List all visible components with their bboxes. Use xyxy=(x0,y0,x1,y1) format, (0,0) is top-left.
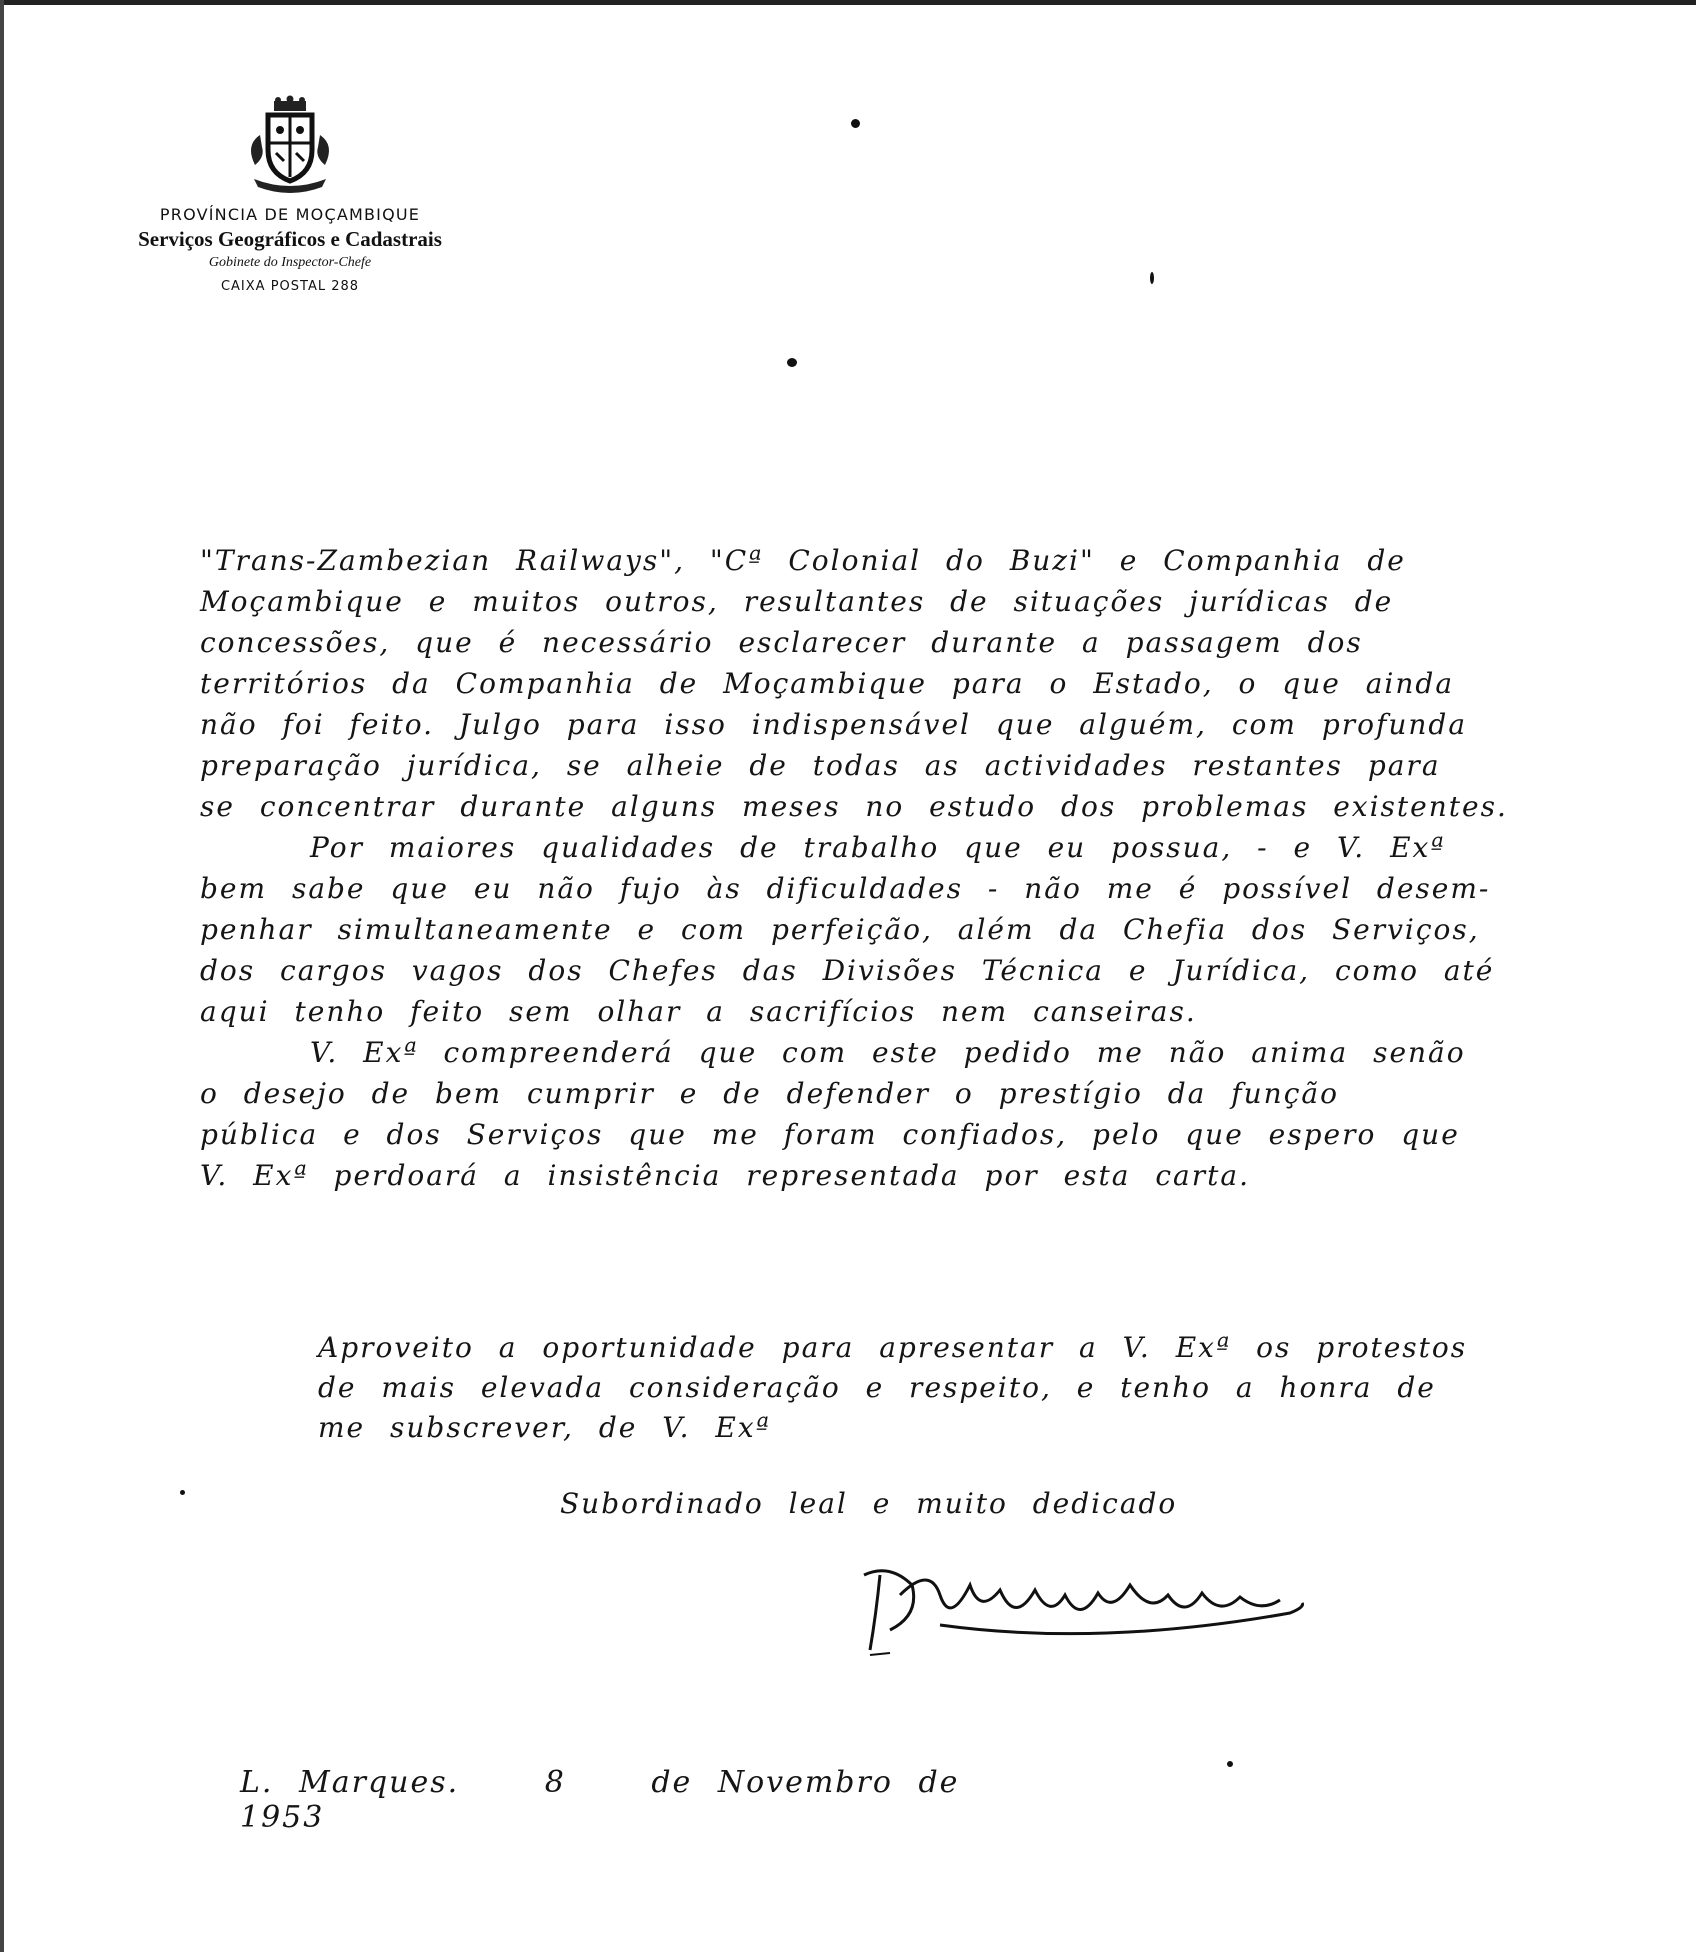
letterhead-postal: CAIXA POSTAL 288 xyxy=(220,279,360,294)
body-line: se concentrar durante alguns meses no estudo dos problemas existentes. xyxy=(200,790,1508,823)
place-and-date xyxy=(240,1765,1040,1835)
closing-line: de mais elevada consideração e respeito, e tenho a honra de xyxy=(318,1371,1436,1404)
letterhead-cabinet: Gobinete do Inspector-Chefe xyxy=(208,255,372,270)
letterhead xyxy=(100,95,480,294)
body-line: bem sabe que eu não fujo às dificuldades - não me é possível desem- xyxy=(200,872,1491,905)
date-month: de Novembro de xyxy=(651,1765,960,1800)
date-year: 1953 xyxy=(240,1800,325,1835)
coat-of-arms-icon xyxy=(240,95,340,195)
body-line: Moçambique e muitos outros, resultantes de situações jurídicas de xyxy=(200,585,1394,618)
body-line: pública e dos Serviços que me foram confiados, pelo que espero que xyxy=(200,1118,1460,1151)
body-line: penhar simultaneamente e com perfeição, além da Chefia dos Serviços, xyxy=(200,913,1480,946)
page-left-border xyxy=(0,0,4,1952)
closing-formula xyxy=(318,1328,1618,1448)
place: L. Marques. xyxy=(240,1765,460,1800)
body-line: não foi feito. Julgo para isso indispensável que alguém, com profunda xyxy=(200,708,1468,741)
closing-subordinate: Subordinado leal e muito dedicado xyxy=(560,1487,1178,1520)
letter-body xyxy=(200,540,1620,1196)
body-line: dos cargos vagos dos Chefes das Divisões Técnica e Jurídica, como até xyxy=(200,954,1495,987)
body-line: territórios da Companhia de Moçambique para o Estado, o que ainda xyxy=(200,667,1455,700)
page-top-border xyxy=(0,0,1696,5)
letterhead-province: PROVÍNCIA DE MOÇAMBIQUE xyxy=(159,205,421,224)
scan-speck xyxy=(787,358,797,367)
body-line: preparação jurídica, se alheie de todas as actividades restantes para xyxy=(200,749,1441,782)
scan-speck xyxy=(851,119,860,128)
body-line: "Trans-Zambezian Railways", "Cª Colonial do Buzi" e Companhia de xyxy=(200,544,1406,577)
scan-speck xyxy=(1227,1761,1233,1767)
body-line: o desejo de bem cumprir e de defender o prestígio da função xyxy=(200,1077,1339,1110)
body-line: concessões, que é necessário esclarecer durante a passagem dos xyxy=(200,626,1363,659)
handwritten-signature-icon xyxy=(850,1555,1320,1665)
letterhead-service: Serviços Geográficos e Cadastrais xyxy=(138,227,442,251)
body-line: V. Exª perdoará a insistência representada por esta carta. xyxy=(200,1159,1250,1192)
body-line: Por maiores qualidades de trabalho que eu possua, - e V. Exª xyxy=(310,831,1446,864)
scan-speck xyxy=(1150,272,1154,284)
date-day: 8 xyxy=(544,1765,566,1800)
closing-line: me subscrever, de V. Exª xyxy=(318,1411,771,1444)
closing-line: Aproveito a oportunidade para apresentar a V. Exª os protestos xyxy=(318,1331,1468,1364)
scan-speck xyxy=(180,1490,185,1495)
body-line: V. Exª compreenderá que com este pedido me não anima senão xyxy=(310,1036,1466,1069)
body-line: aqui tenho feito sem olhar a sacrifícios nem canseiras. xyxy=(200,995,1197,1028)
